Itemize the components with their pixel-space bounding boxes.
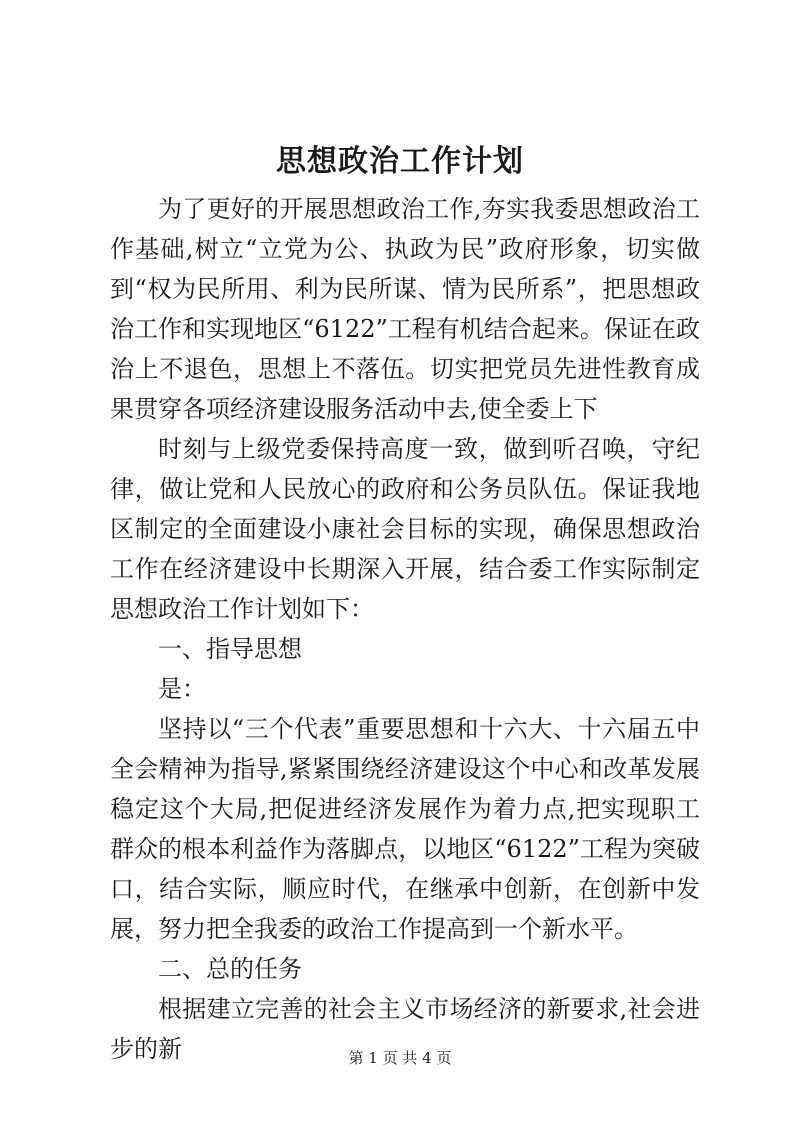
paragraph-guiding-thought: 坚持以“三个代表”重要思想和十六大、十六届五中全会精神为指导,紧紧围绕经济建设这个中心和改革发展稳定这个大局,把促进经济发展作为着力点,把实现职工群众的根本利益作为落脚点，以地区“6122”工程为突破口，结合实际，顺应时代，在继承中创新，在创新中发展，努力把全我委的政治工作提高到一个新水平。	[110, 715, 700, 943]
document-body	[110, 189, 700, 1069]
paragraph-intro-2: 时刻与上级党委保持高度一致，做到听召唤，守纪律，做让党和人民放心的政府和公务员队伍。保证我地区制定的全面建设小康社会目标的实现，确保思想政治工作在经济建设中长期深入开展，结合委工作实际制定思想政治工作计划如下：	[110, 435, 700, 623]
paragraph-is: 是：	[158, 675, 206, 703]
paragraph-intro-1: 为了更好的开展思想政治工作,夯实我委思想政治工作基础,树立“立党为公、执政为民”政府形象，切实做到“权为民所用、利为民所谋、情为民所系”，把思想政治工作和实现地区“6122”工程有机结合起来。保证在政治上不退色，思想上不落伍。切实把党员先进性教育成果贯穿各项经济建设服务活动中去,使全委上下	[110, 195, 700, 423]
section-heading-guiding-thought: 一、指导思想	[158, 635, 302, 663]
paragraph-overall-task: 根据建立完善的社会主义市场经济的新要求,社会进步的新	[110, 995, 700, 1063]
section-heading-overall-task: 二、总的任务	[158, 955, 302, 983]
document-title: 思想政治工作计划	[276, 144, 524, 179]
page-footer: 第 1 页 共 4 页	[348, 1049, 452, 1067]
